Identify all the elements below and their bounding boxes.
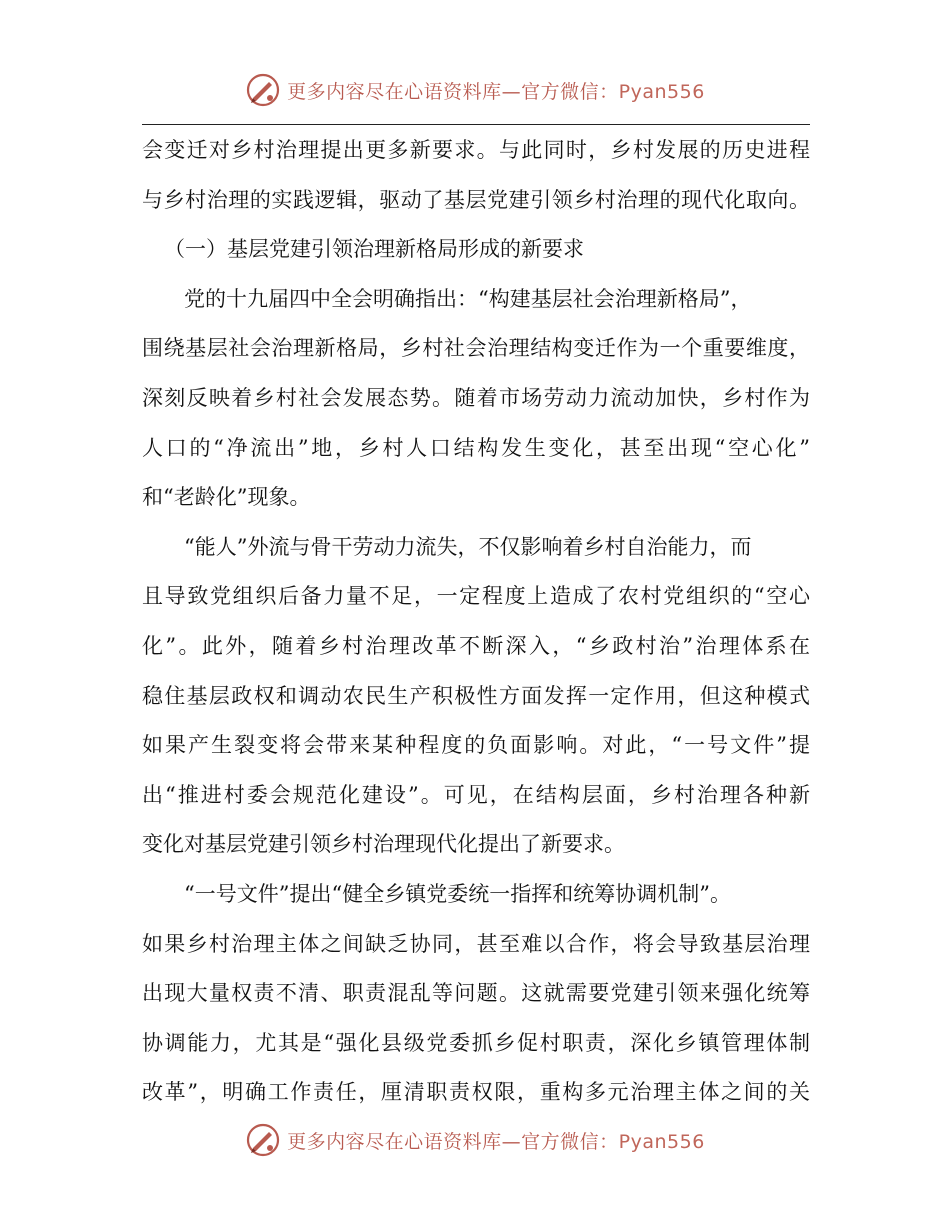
text-line: 会变迁对乡村治理提出更多新要求。与此同时，乡村发展的历史进程 <box>142 138 810 162</box>
text-line: 围绕基层社会治理新格局，乡村社会治理结构变迁作为一个重要维度， <box>142 336 810 361</box>
text-line: 如果乡村治理主体之间缺乏协同，甚至难以合作，将会导致基层治理 <box>142 931 810 956</box>
watermark-text <box>287 77 705 104</box>
text-line: 出现大量权责不清、职责混乱等问题。这就需要党建引领来强化统筹 <box>142 981 810 1006</box>
text-line: “一号文件”提出“健全乡镇党委统一指挥和统筹协调机制”。 <box>184 881 731 906</box>
text-line: “能人”外流与骨干劳动力流失，不仅影响着乡村自治能力，而 <box>184 534 752 559</box>
text-line: 化”。此外，随着乡村治理改革不断深入，“乡政村治”治理体系在 <box>142 633 810 658</box>
document-body <box>142 126 810 1118</box>
text-line: 党的十九届四中全会明确指出：“构建基层社会治理新格局”， <box>184 286 752 311</box>
pen-logo-icon <box>245 72 281 108</box>
text-line: 和“老龄化”现象。 <box>142 485 311 510</box>
text-line: 变化对基层党建引领乡村治理现代化提出了新要求。 <box>142 832 625 857</box>
watermark-wechat-id: Pyan556 <box>618 1130 705 1153</box>
text-line: 协调能力，尤其是“强化县级党委抓乡促村职责，深化乡镇管理体制 <box>142 1030 810 1055</box>
text-line: 深刻反映着乡村社会发展态势。随着市场劳动力流动加快，乡村作为 <box>142 385 810 410</box>
watermark-label: 更多内容尽在心语资料库—官方微信： <box>287 80 619 103</box>
text-line: 出“推进村委会规范化建设”。可见，在结构层面，乡村治理各种新 <box>142 782 810 807</box>
text-line: 与乡村治理的实践逻辑，驱动了基层党建引领乡村治理的现代化取向。 <box>142 187 810 212</box>
header-divider <box>142 124 810 125</box>
text-line: 改革”，明确工作责任，厘清职责权限，重构多元治理主体之间的关 <box>142 1080 810 1105</box>
text-line: 稳住基层政权和调动农民生产积极性方面发挥一定作用，但这种模式 <box>142 683 810 708</box>
watermark-wechat-id: Pyan556 <box>618 80 705 103</box>
text-line: 如果产生裂变将会带来某种程度的负面影响。对此，“一号文件”提 <box>142 733 810 758</box>
text-line: 且导致党组织后备力量不足，一定程度上造成了农村党组织的“空心 <box>142 584 810 609</box>
pen-logo-icon <box>245 1122 281 1158</box>
text-line: 人口的“净流出”地，乡村人口结构发生变化，甚至出现“空心化” <box>142 435 810 460</box>
watermark-banner-top <box>0 68 950 112</box>
watermark-label: 更多内容尽在心语资料库—官方微信： <box>287 1130 619 1153</box>
watermark-text <box>287 1127 705 1154</box>
section-heading: （一）基层党建引领治理新格局形成的新要求 <box>164 237 584 262</box>
watermark-banner-bottom <box>0 1118 950 1162</box>
